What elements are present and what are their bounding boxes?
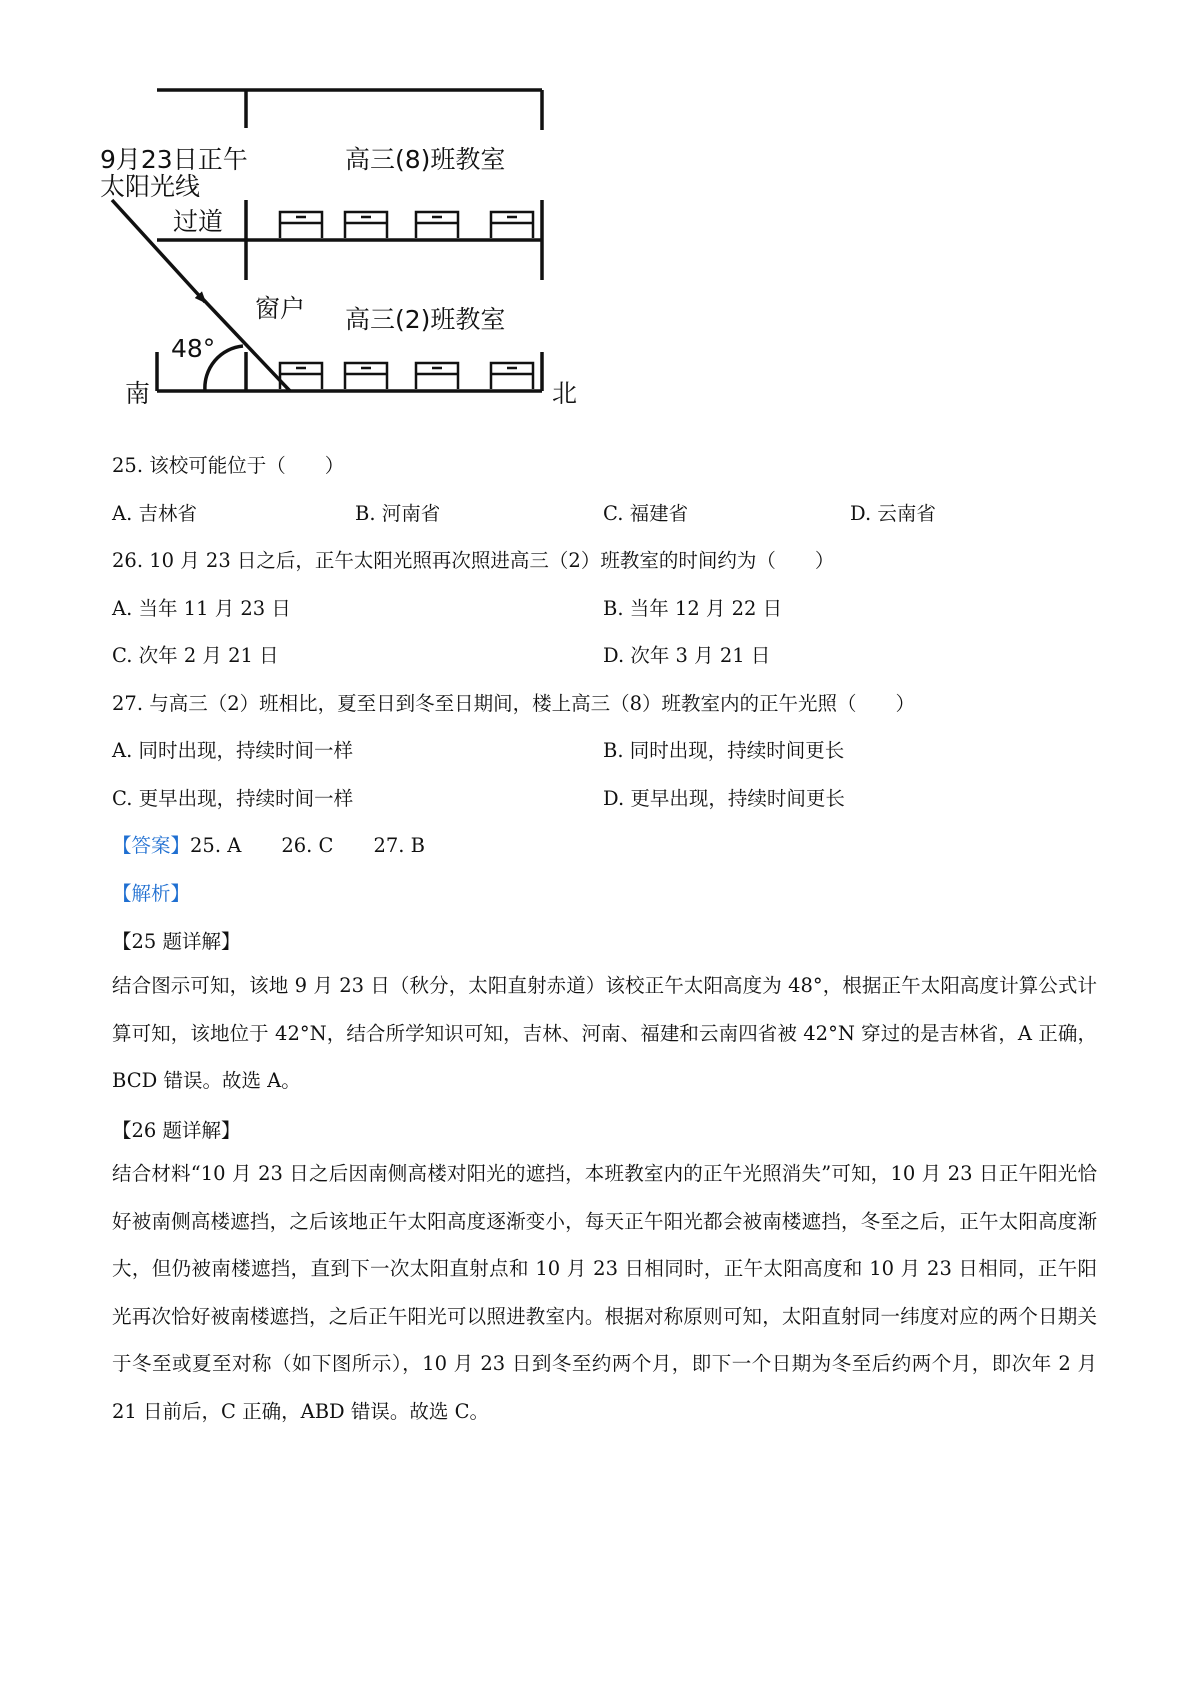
answer-27: 27. B [373,834,425,857]
q26-option-c: C. 次年 2 月 21 日 [112,644,279,667]
upper-building-frame [157,90,542,130]
q26-option-b: B. 当年 12 月 22 日 [603,597,783,620]
sun-label-line1: 9月23日正午 [100,145,248,174]
answer-25: 25. A [190,834,242,857]
question-26-stem: 26. 10 月 23 日之后，正午太阳光照再次照进高三（2）班教室的时间约为（ ） [112,549,835,572]
north-label: 北 [552,379,578,408]
lower-desks [280,363,533,389]
angle-label: 48° [171,334,216,363]
question-25-stem: 25. 该校可能位于（ ） [112,454,345,477]
analysis-label: 【解析】 [112,882,191,905]
question-27-stem: 27. 与高三（2）班相比，夏至日到冬至日期间，楼上高三（8）班教室内的正午光照（ ） [112,692,916,715]
building-sunlight-diagram [100,80,660,450]
upper-room-label: 高三(8)班教室 [345,145,506,174]
corridor-label: 过道 [173,207,224,236]
detail-26-text: 结合材料“10 月 23 日之后因南侧高楼对阳光的遮挡，本班教室内的正午光照消失”可知，10 月 23 日正午阳光恰好被南侧高楼遮挡，之后该地正午太阳高度逐渐变小，每天正午阳光都会被南楼遮挡，冬至之后，正午太阳高度渐大，但仍被南楼遮挡，直到下一次太阳直射点和 10 月 23 日相同时，正午太阳高度和 10 月 23 日相同，正午阳光再次恰好被南楼遮挡，之后正午阳光可以照进教室内。根据对称原则可知，太阳直射同一纬度对应的两个日期关于冬至或夏至对称（如下图所示），10 月 23 日到冬至约两个月，即下一个日期为冬至后约两个月，即次年 2 月 21 日前后，C 正确，ABD 错误。故选 C。 [112,1162,1097,1423]
q25-option-b: B. 河南省 [355,502,441,525]
answer-line [112,831,425,861]
detail-25-title: 【25 题详解】 [112,930,241,953]
q25-option-c: C. 福建省 [603,502,689,525]
answer-26: 26. C [281,834,334,857]
q26-option-d: D. 次年 3 月 21 日 [603,644,771,667]
sun-label-line2: 太阳光线 [100,172,201,201]
q25-option-d: D. 云南省 [850,502,936,525]
q27-option-b: B. 同时出现，持续时间更长 [603,739,845,762]
upper-desks [280,212,533,238]
window-label: 窗户 [255,294,306,323]
q27-option-d: D. 更早出现，持续时间更长 [603,787,845,810]
lower-room-label: 高三(2)班教室 [345,305,506,334]
detail-26-title: 【26 题详解】 [112,1119,241,1142]
answer-label: 【答案】 [112,834,191,857]
q27-option-a: A. 同时出现，持续时间一样 [112,739,353,762]
south-label: 南 [125,379,151,408]
detail-25-text: 结合图示可知，该地 9 月 23 日（秋分，太阳直射赤道）该校正午太阳高度为 48°，根据正午太阳高度计算公式计算可知，该地位于 42°N，结合所学知识可知，吉林、河南、福建和云南四省被 42°N 穿过的是吉林省，A 正确，BCD 错误。故选 A。 [112,974,1097,1092]
q26-option-a: A. 当年 11 月 23 日 [112,597,291,620]
q27-option-c: C. 更早出现，持续时间一样 [112,787,354,810]
q25-option-a: A. 吉林省 [112,502,197,525]
